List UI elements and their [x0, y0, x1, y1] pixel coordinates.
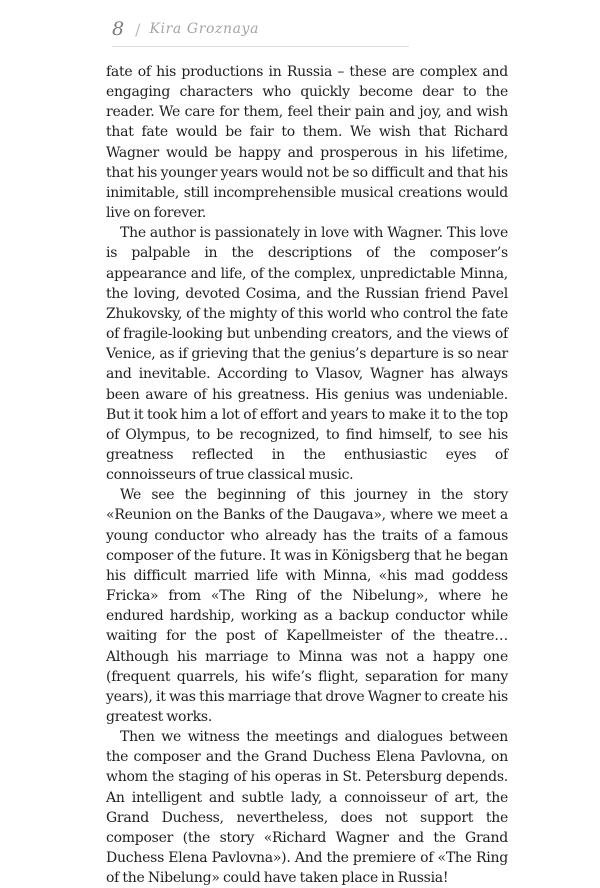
paragraph-4: Then we witness the meetings and dialogues between the composer and the Grand Duchess Elena Pavlovna, on whom the staging of his operas in St. Petersburg depends. An intelligent and subtle lady, a connoisseur of art, the Grand Duchess, nevertheless, does not support the composer (the story «Richard Wagner and the Grand Duchess Elena Pavlovna»). And the premiere of «The Ring of the Nibelung» could have taken place in Russia!: [106, 729, 508, 887]
running-header: [112, 14, 259, 44]
header-author: Kira Groznaya: [149, 21, 260, 37]
paragraph-3: We see the beginning of this journey in the story «Reunion on the Banks of the Daugava», where we meet a young conductor who already has the traits of a famous composer of the future. It was in Königsberg that he began his difficult married life with Minna, «his mad goddess Fricka» from «The Ring of the Nibelung», where he endured hardship, working as a backup conductor while waiting for the post of Kapellmeister of the theatre… Although his marriage to Minna was not a happy one (frequent quarrels, his wife’s flight, separation for many years), it was this marriage that drove Wagner to create his greatest works.: [106, 487, 508, 725]
paragraph-2: The author is passionately in love with Wagner. This love is palpable in the descriptions of the composer’s appearance and life, of the complex, unpredictable Minna, the loving, devoted Cosima, and the Russian friend Pavel Zhukovsky, of the mighty of this world who control the fate of fragile-looking but unbending creators, and the views of Venice, as if grieving that the genius’s departure is so near and inevitable. According to Vlasov, Wagner has always been aware of his greatness. His genius was undeniable. But it took him a lot of effort and years to make it to the top of Olympus, to be recognized, to find himself, to see his greatness reflected in the enthusiastic eyes of connoisseurs of true classical music.: [106, 225, 508, 484]
page-number: 8: [112, 18, 125, 40]
header-rule: [112, 46, 409, 47]
header-separator: /: [135, 19, 141, 39]
paragraph-1: fate of his productions in Russia – these are complex and engaging characters who quickly become dear to the reader. We care for them, feel their pain and joy, and wish that fate would be fair to them. We wish that Richard Wagner would be happy and prosperous in his lifetime, that his younger years would not be so difficult and that his inimitable, still incomprehensible musical creations would live on forever.: [106, 64, 508, 222]
body-text: [106, 62, 508, 888]
